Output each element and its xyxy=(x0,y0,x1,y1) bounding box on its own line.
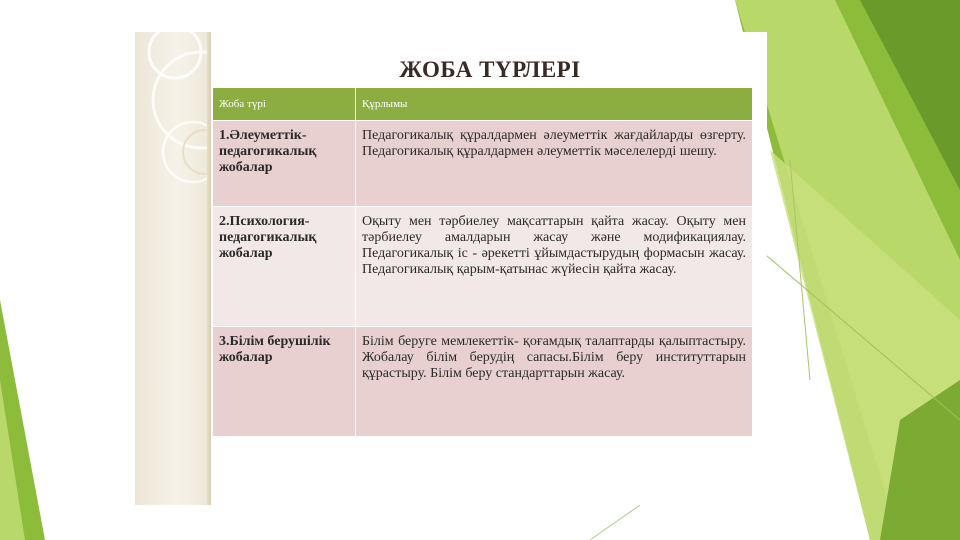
circle-ornament xyxy=(135,32,207,505)
slide-content-image xyxy=(135,32,767,505)
cell-project-type: 3.Білім берушілік жобалар xyxy=(213,327,356,437)
project-types-table xyxy=(212,87,753,437)
slide-title: ЖОБА ТҮРЛЕРІ xyxy=(399,57,581,82)
cell-structure: Білім беруге мемлекеттік- қоғамдық талаптарды қалыптастыру. Жобалау білім берудің сапасы.Білім беру институттарын құрастыру. Білім беру стандарттарын жасау. xyxy=(356,327,753,437)
header-structure: Құрлымы xyxy=(356,88,753,121)
table-header-row xyxy=(213,88,753,121)
header-project-type: Жоба түрі xyxy=(213,88,356,121)
cell-project-type: 1.Әлеуметтік-педагогикалық жобалар xyxy=(213,121,356,207)
cell-project-type: 2.Психология-педагогикалық жобалар xyxy=(213,207,356,327)
table-row xyxy=(213,207,753,327)
beige-decor-strip xyxy=(135,32,207,505)
cell-structure: Оқыту мен тәрбиелеу мақсаттарын қайта жасау. Оқыту мен тәрбиелеу амалдарын жасау және модификациялау. Педагогикалық іс - әрекетті ұйымдастырудың формасын жасау. Педагогикалық қарым-қатынас жүйесін қайта жасау. xyxy=(356,207,753,327)
cell-structure: Педагогикалық құралдармен әлеуметтік жағдайларды өзгерту. Педагогикалық құралдармен әлеуметтік мәселелерді шешу. xyxy=(356,121,753,207)
decor-thin-line-3 xyxy=(590,505,640,540)
table-row xyxy=(213,121,753,207)
strip-edge xyxy=(207,32,211,505)
table-row xyxy=(213,327,753,437)
